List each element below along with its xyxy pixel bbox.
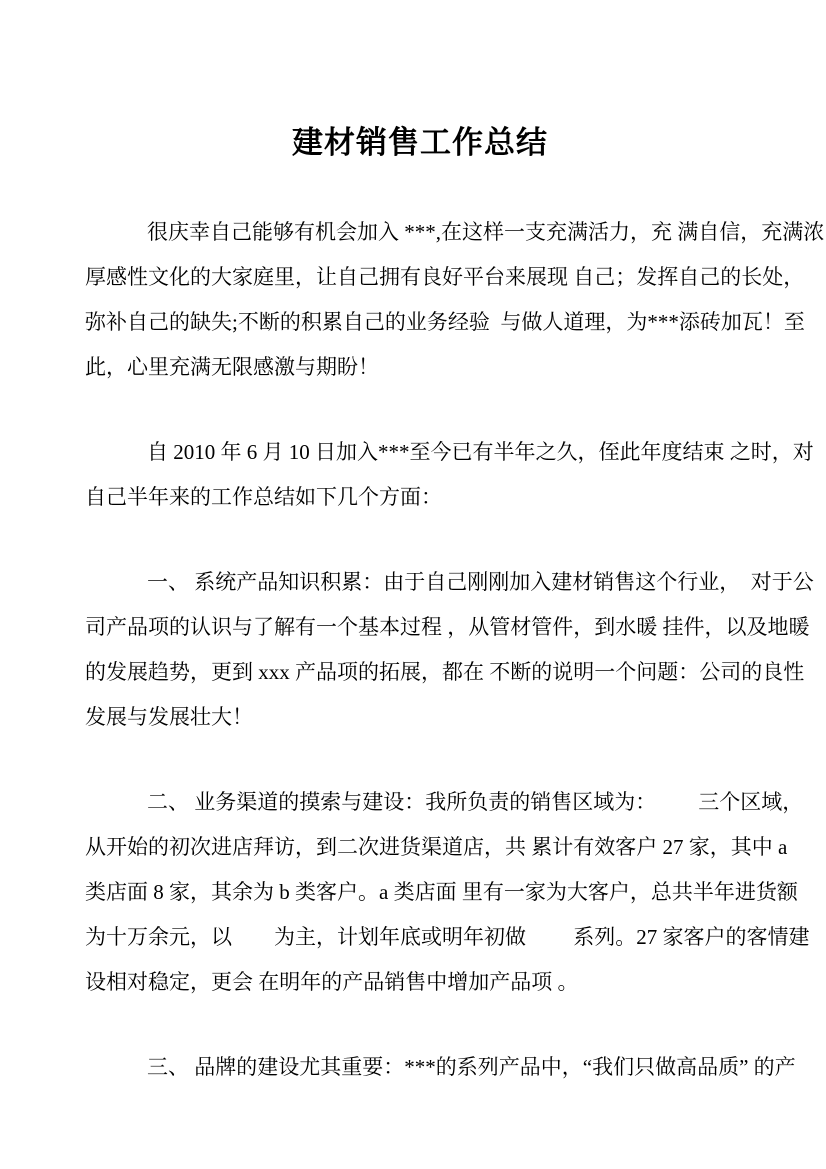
text-line: 设相对稳定，更会 在明年的产品销售中增加产品项 。 [85,970,579,994]
text-line: 一、 系统产品知识积累：由于自己刚刚加入建材销售这个行业， 对于公 [147,570,814,594]
paragraph [85,210,825,390]
paragraph [85,430,814,520]
text-line: 司产品项的认识与了解有一个基本过程 ，从管材管件，到水暖 挂件，以及地暖 [85,615,810,639]
text-line: 自 2010 年 6 月 10 日加入***至今已有半年之久，侄此年度结束 之时，对 [147,440,814,464]
text-line: 从开始的初次进店拜访，到二次进货渠道店，共 累计有效客户 27 家，其中 a [85,835,788,859]
text-line: 类店面 8 家，其余为 b 类客户。a 类店面 里有一家为大客户，总共半年进货额 [85,880,798,904]
document-title: 建材销售工作总结 [292,125,548,160]
text-line: 二、 业务渠道的摸索与建设：我所负责的销售区域为： 三个区域， [147,790,804,814]
paragraph [85,1045,796,1090]
text-line: 自己半年来的工作总结如下几个方面： [85,485,442,509]
text-line: 发展与发展壮大！ [85,705,253,729]
text-line: 弥补自己的缺失;不断的积累自己的业务经验 与做人道理，为***添砖加瓦！至 [85,310,805,334]
paragraph [85,780,810,1005]
text-line: 厚感性文化的大家庭里，让自己拥有良好平台来展现 自己；发挥自己的长处， [85,265,805,289]
paragraph [85,560,814,740]
text-line: 三、 品牌的建设尤其重要：***的系列产品中，“我们只做高品质” 的产 [147,1055,796,1079]
text-line: 的发展趋势，更到 xxx 产品项的拓展，都在 不断的说明一个问题：公司的良性 [85,660,805,684]
text-line: 为十万余元，以 为主，计划年底或明年初做 系列。27 家客户的客情建 [85,925,810,949]
text-line: 很庆幸自己能够有机会加入 ***,在这样一支充满活力，充 满自信，充满浓 [147,220,825,244]
document-body [85,210,825,1090]
text-line: 此，心里充满无限感激与期盼！ [85,355,379,379]
